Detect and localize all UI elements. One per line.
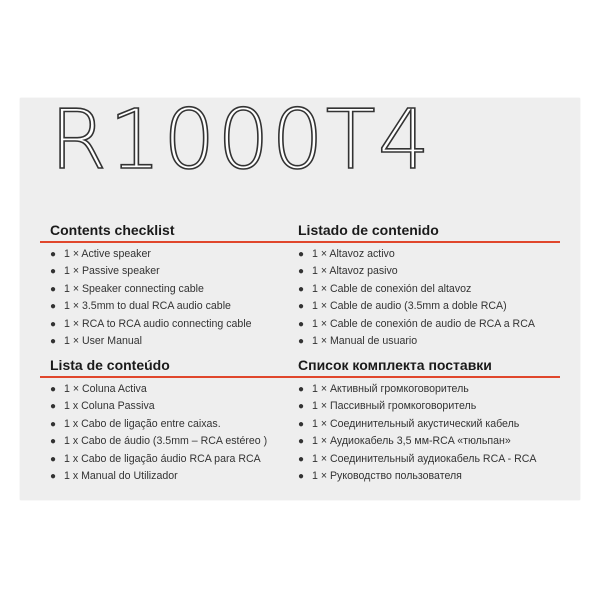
contents-list [298, 246, 548, 350]
list-item: ● 1 × Cable de conexión de audio de RCA a RCA [298, 316, 548, 333]
list-item: ● 1 × Active speaker [50, 246, 300, 263]
contents-list [298, 381, 548, 485]
list-item: ● 1 × Coluna Activa [50, 381, 300, 398]
bullet-icon: ● [298, 401, 305, 413]
bullet-icon: ● [50, 384, 57, 395]
section-divider [40, 376, 300, 378]
contents-section-spanish [298, 220, 548, 350]
bullet-icon: ● [50, 436, 57, 448]
section-divider [298, 241, 560, 243]
list-item: ● 1 × Пассивный громкоговоритель [298, 398, 548, 415]
section-divider [298, 376, 560, 378]
list-item: ● 1 × Аудиокабель 3,5 мм-RCA «тюльпан» [298, 433, 548, 450]
contents-section-portuguese [50, 355, 300, 485]
section-divider [40, 241, 300, 243]
bullet-icon: ● [50, 418, 57, 430]
contents-section-russian [298, 355, 548, 485]
bullet-icon: ● [298, 453, 305, 465]
section-title: Список комплекта поставки [298, 357, 492, 373]
bullet-icon: ● [298, 335, 305, 347]
bullet-icon: ● [298, 436, 305, 448]
bullet-icon: ● [50, 266, 57, 278]
bullet-icon: ● [298, 470, 305, 482]
list-item: ● 1 x Manual do Utilizador [50, 468, 300, 485]
bullet-icon: ● [298, 266, 305, 278]
section-title: Listado de contenido [298, 222, 439, 238]
list-item: ● 1 × 3.5mm to dual RCA audio cable [50, 298, 300, 315]
bullet-icon: ● [50, 453, 57, 465]
list-item: ● 1 × Altavoz activo [298, 246, 548, 263]
list-item: ● 1 × Speaker connecting cable [50, 281, 300, 298]
section-title: Contents checklist [50, 222, 175, 238]
bullet-icon: ● [50, 283, 57, 295]
list-item: ● 1 × Manual de usuario [298, 333, 548, 350]
bullet-icon: ● [50, 249, 57, 260]
list-item: ● 1 × Cable de conexión del altavoz [298, 281, 548, 298]
contents-list [50, 381, 300, 485]
model-name: R1000T4 [50, 93, 432, 188]
list-item: ● 1 x Cabo de áudio (3.5mm – RCA estéreo ) [50, 433, 300, 450]
list-item: ● 1 × Активный громкоговоритель [298, 381, 548, 398]
list-item: ● 1 × User Manual [50, 333, 300, 350]
bullet-icon: ● [298, 384, 305, 395]
list-item: ● 1 × RCA to RCA audio connecting cable [50, 316, 300, 333]
list-item: ● 1 x Coluna Passiva [50, 398, 300, 415]
bullet-icon: ● [298, 418, 305, 430]
list-item: ● 1 × Cable de audio (3.5mm a doble RCA) [298, 298, 548, 315]
bullet-icon: ● [298, 283, 305, 295]
bullet-icon: ● [298, 249, 305, 260]
contents-section-english [50, 220, 300, 350]
list-item: ● 1 × Passive speaker [50, 263, 300, 280]
section-title: Lista de conteúdo [50, 357, 170, 373]
bullet-icon: ● [298, 301, 305, 313]
list-item: ● 1 × Altavoz pasivo [298, 263, 548, 280]
list-item: ● 1 × Руководство пользователя [298, 468, 548, 485]
contents-list [50, 246, 300, 350]
bullet-icon: ● [50, 318, 57, 330]
list-item: ● 1 × Соединительный акустический кабель [298, 416, 548, 433]
list-item: ● 1 x Cabo de ligação áudio RCA para RCA [50, 451, 300, 468]
bullet-icon: ● [50, 335, 57, 347]
bullet-icon: ● [50, 401, 57, 413]
bullet-icon: ● [298, 318, 305, 330]
bullet-icon: ● [50, 301, 57, 313]
list-item: ● 1 × Соединительный аудиокабель RCA - RCA [298, 451, 548, 468]
list-item: ● 1 x Cabo de ligação entre caixas. [50, 416, 300, 433]
bullet-icon: ● [50, 470, 57, 482]
